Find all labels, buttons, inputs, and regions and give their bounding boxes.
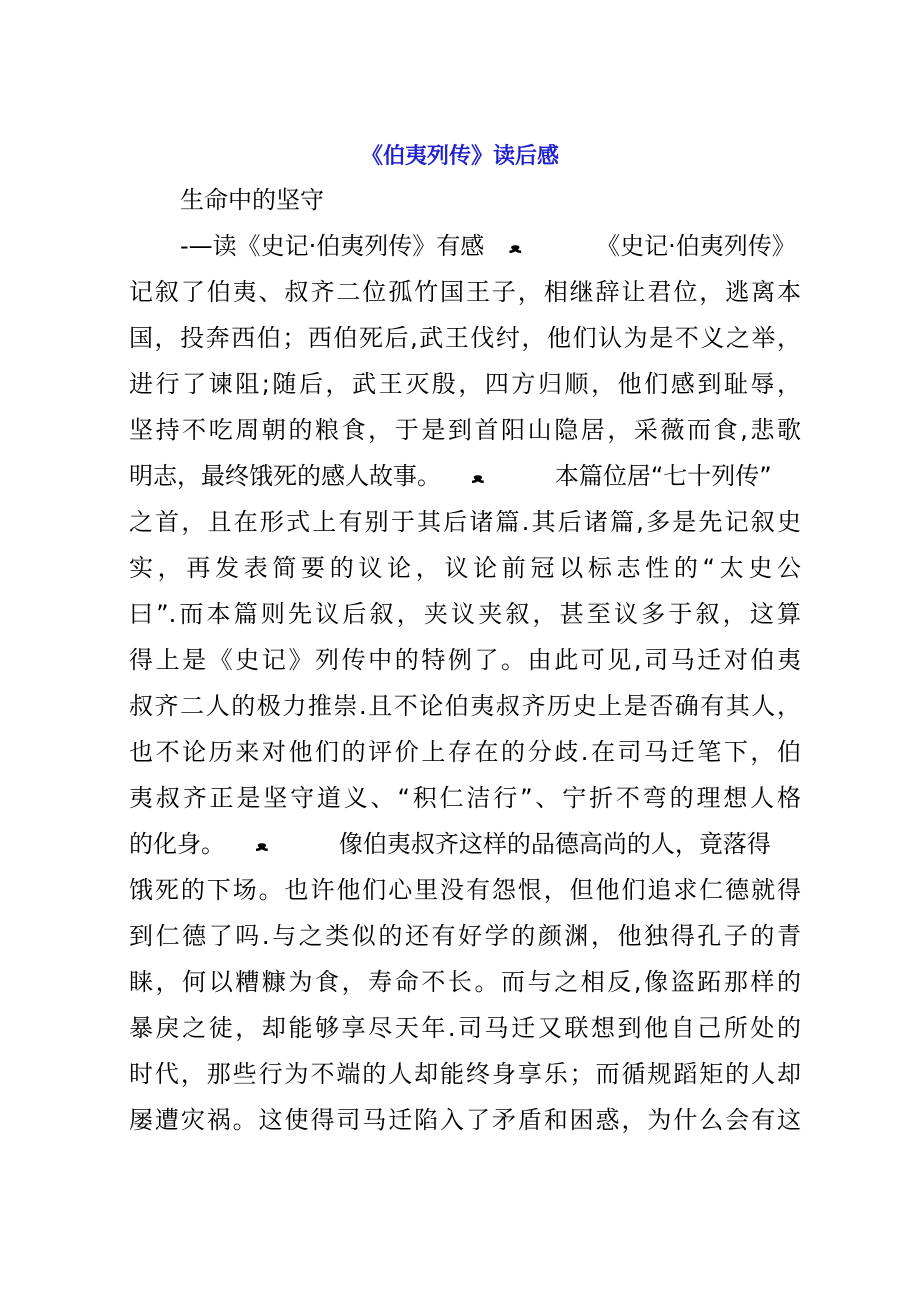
subtitle-line (180, 182, 780, 218)
body-line (129, 780, 801, 816)
body-line (129, 412, 801, 448)
body-line (129, 872, 801, 908)
body-line-text: 夷叔齐正是坚守道义、“积仁洁行”、宁折不弯的理想人格 (129, 784, 801, 812)
body-line-text: 实，再发表简要的议论，议论前冠以标志性的“太史公 (129, 554, 801, 582)
body-line-text: 明志，最终饿死的感人故事。 (129, 462, 441, 490)
body-line-text: 到仁德了吗.与之类似的还有好学的颜渊，他独得孔子的青 (129, 922, 801, 950)
body-line (129, 274, 801, 310)
byline-line (180, 228, 820, 264)
body-line (129, 688, 801, 724)
body-line-text: 暴戾之徒，却能够享尽天年.司马迁又联想到他自己所处的 (129, 1014, 801, 1042)
paragraph-start-text: 《史记·伯夷列传》 (596, 232, 796, 260)
paragraph-start-text: 本篇位居“七十列传” (554, 462, 772, 490)
paragraph-mark-icon: ﻌ (472, 464, 484, 488)
body-line (129, 734, 801, 770)
body-line-text: 屡遭灾祸。这使得司马迁陷入了矛盾和困惑，为什么会有这 (129, 1106, 801, 1134)
body-line (129, 826, 801, 862)
body-line-text: 也不论历来对他们的评价上存在的分歧.在司马迁笔下，伯 (129, 738, 801, 766)
body-line (129, 320, 801, 356)
body-line (129, 458, 801, 494)
body-line (129, 918, 801, 954)
byline-text: -—读《史记·伯夷列传》有感 (180, 232, 485, 260)
body-line-text: 时代，那些行为不端的人却能终身享乐；而循规蹈矩的人却 (129, 1060, 801, 1088)
body-line (129, 504, 801, 540)
body-line (129, 1010, 801, 1046)
body-line (129, 642, 801, 678)
body-line (129, 550, 801, 586)
body-line-text: 饿死的下场。也许他们心里没有怨恨，但他们追求仁德就得 (129, 876, 801, 904)
subtitle-text: 生命中的坚守 (180, 186, 324, 214)
body-line-text: 曰”.而本篇则先议后叙，夹议夹叙，甚至议多于叙，这算 (129, 600, 801, 628)
paragraph-mark-icon: ﻌ (256, 832, 268, 856)
body-line (129, 596, 801, 632)
body-line (129, 1102, 801, 1138)
body-line-text: 进行了谏阻;随后，武王灭殷，四方归顺，他们感到耻辱， (129, 370, 801, 398)
body-line-text: 叔齐二人的极力推崇.且不论伯夷叔齐历史上是否确有其人， (129, 692, 801, 720)
body-line (129, 964, 801, 1000)
body-line-text: 坚持不吃周朝的粮食，于是到首阳山隐居，采薇而食,悲歌 (129, 416, 801, 444)
body-line-text: 国，投奔西伯；西伯死后,武王伐纣，他们认为是不义之举， (129, 324, 801, 352)
paragraph-mark-icon: ﻌ (509, 234, 521, 258)
document-title: 《伯夷列传》读后感 (360, 144, 559, 169)
body-line (129, 366, 801, 402)
body-line-text: 得上是《史记》列传中的特例了。由此可见,司马迁对伯夷 (129, 646, 801, 674)
body-line-text: 的化身。 (129, 830, 225, 858)
body-line-text: 记叙了伯夷、叔齐二位孤竹国王子，相继辞让君位，逃离本 (129, 278, 801, 306)
body-line (129, 1056, 801, 1092)
body-line-text: 之首，且在形式上有别于其后诸篇.其后诸篇,多是先记叙史 (129, 508, 801, 536)
body-line-text: 睐，何以糟糠为食，寿命不长。而与之相反,像盗跖那样的 (129, 968, 801, 996)
paragraph-start-text: 像伯夷叔齐这样的品德高尚的人，竟落得 (338, 830, 771, 858)
